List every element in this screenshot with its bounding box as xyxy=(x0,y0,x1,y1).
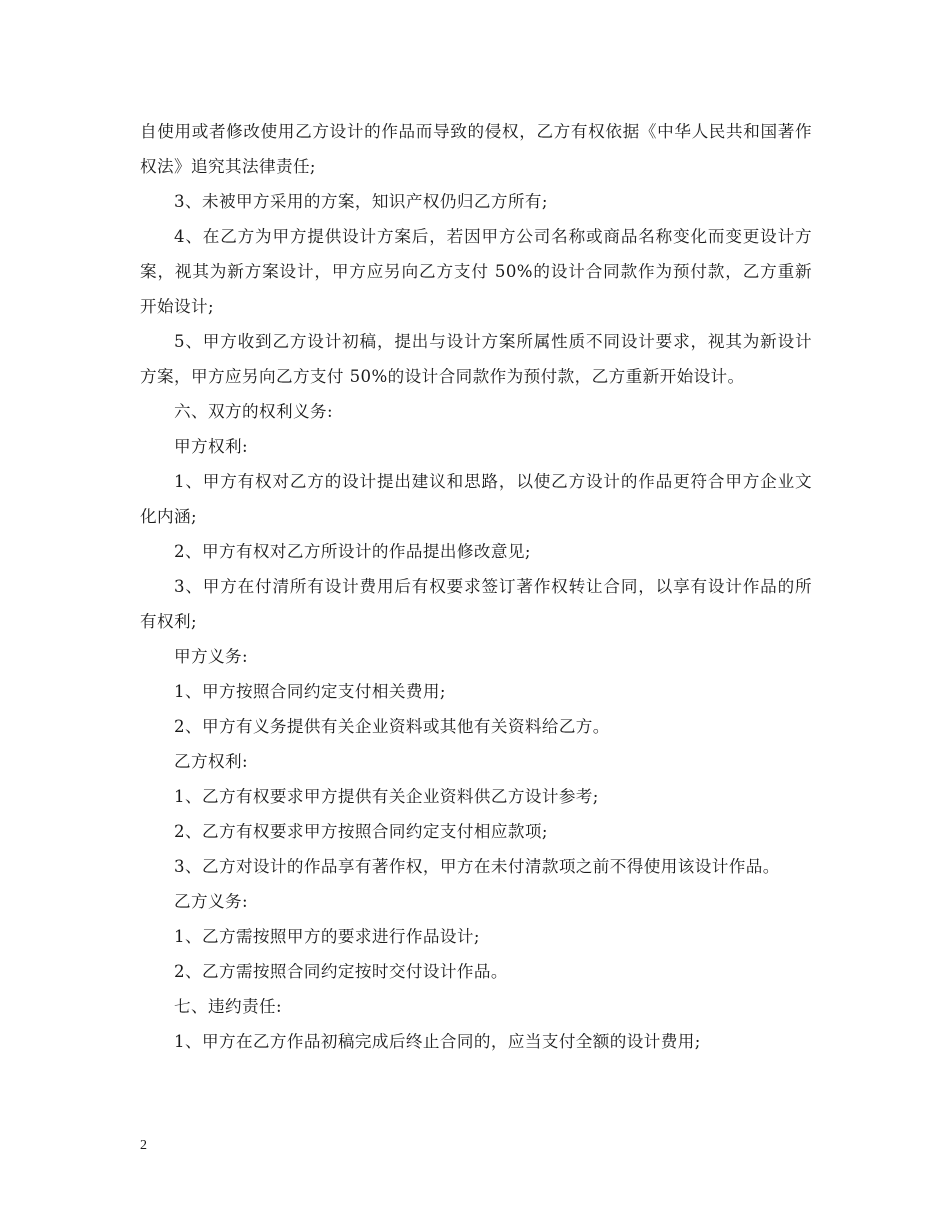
paragraph-clause-5-new-requirement: 5、甲方收到乙方设计初稿，提出与设计方案所属性质不同设计要求，视其为新设计方案，甲方应另向乙方支付 50%的设计合同款作为预付款，乙方重新开始设计。 xyxy=(140,332,812,386)
paragraph-party-a-obligation-1: 1、甲方按照合同约定支付相关费用; xyxy=(174,682,446,701)
subheading-party-b-obligations: 乙方义务: xyxy=(174,892,248,911)
section-heading-breach-liability: 七、违约责任: xyxy=(174,997,282,1016)
paragraph-party-b-obligation-2: 2、乙方需按照合同约定按时交付设计作品。 xyxy=(174,962,508,981)
paragraph-party-b-right-1: 1、乙方有权要求甲方提供有关企业资料供乙方设计参考; xyxy=(174,787,599,806)
subheading-party-a-rights: 甲方权利: xyxy=(174,437,248,456)
document-body xyxy=(140,114,812,1059)
paragraph-clause-3-unused-proposal: 3、未被甲方采用的方案，知识产权仍归乙方所有; xyxy=(174,192,548,211)
subheading-party-b-rights: 乙方权利: xyxy=(174,752,248,771)
page-number: 2 xyxy=(140,1138,147,1153)
paragraph-party-b-right-3: 3、乙方对设计的作品享有著作权，甲方在未付清款项之前不得使用该设计作品。 xyxy=(174,857,780,876)
paragraph-party-a-right-1: 1、甲方有权对乙方的设计提出建议和思路，以使乙方设计的作品更符合甲方企业文化内涵; xyxy=(140,472,812,526)
paragraph-clause-4-name-change: 4、在乙方为甲方提供设计方案后，若因甲方公司名称或商品名称变化而变更设计方案，视其为新方案设计，甲方应另向乙方支付 50%的设计合同款作为预付款，乙方重新开始设计; xyxy=(140,227,812,316)
paragraph-party-b-right-2: 2、乙方有权要求甲方按照合同约定支付相应款项; xyxy=(174,822,548,841)
paragraph-breach-clause-1: 1、甲方在乙方作品初稿完成后终止合同的，应当支付全额的设计费用; xyxy=(174,1032,701,1051)
subheading-party-a-obligations: 甲方义务: xyxy=(174,647,248,666)
paragraph-party-a-obligation-2: 2、甲方有义务提供有关企业资料或其他有关资料给乙方。 xyxy=(174,717,610,736)
paragraph-infringement-continued: 自使用或者修改使用乙方设计的作品而导致的侵权，乙方有权依据《中华人民共和国著作权法》追究其法律责任; xyxy=(140,122,812,176)
section-heading-rights-obligations: 六、双方的权利义务: xyxy=(174,402,333,421)
paragraph-party-a-right-3: 3、甲方在付清所有设计费用后有权要求签订著作权转让合同，以享有设计作品的所有权利; xyxy=(140,577,812,631)
paragraph-party-a-right-2: 2、甲方有权对乙方所设计的作品提出修改意见; xyxy=(174,542,531,561)
paragraph-party-b-obligation-1: 1、乙方需按照甲方的要求进行作品设计; xyxy=(174,927,480,946)
